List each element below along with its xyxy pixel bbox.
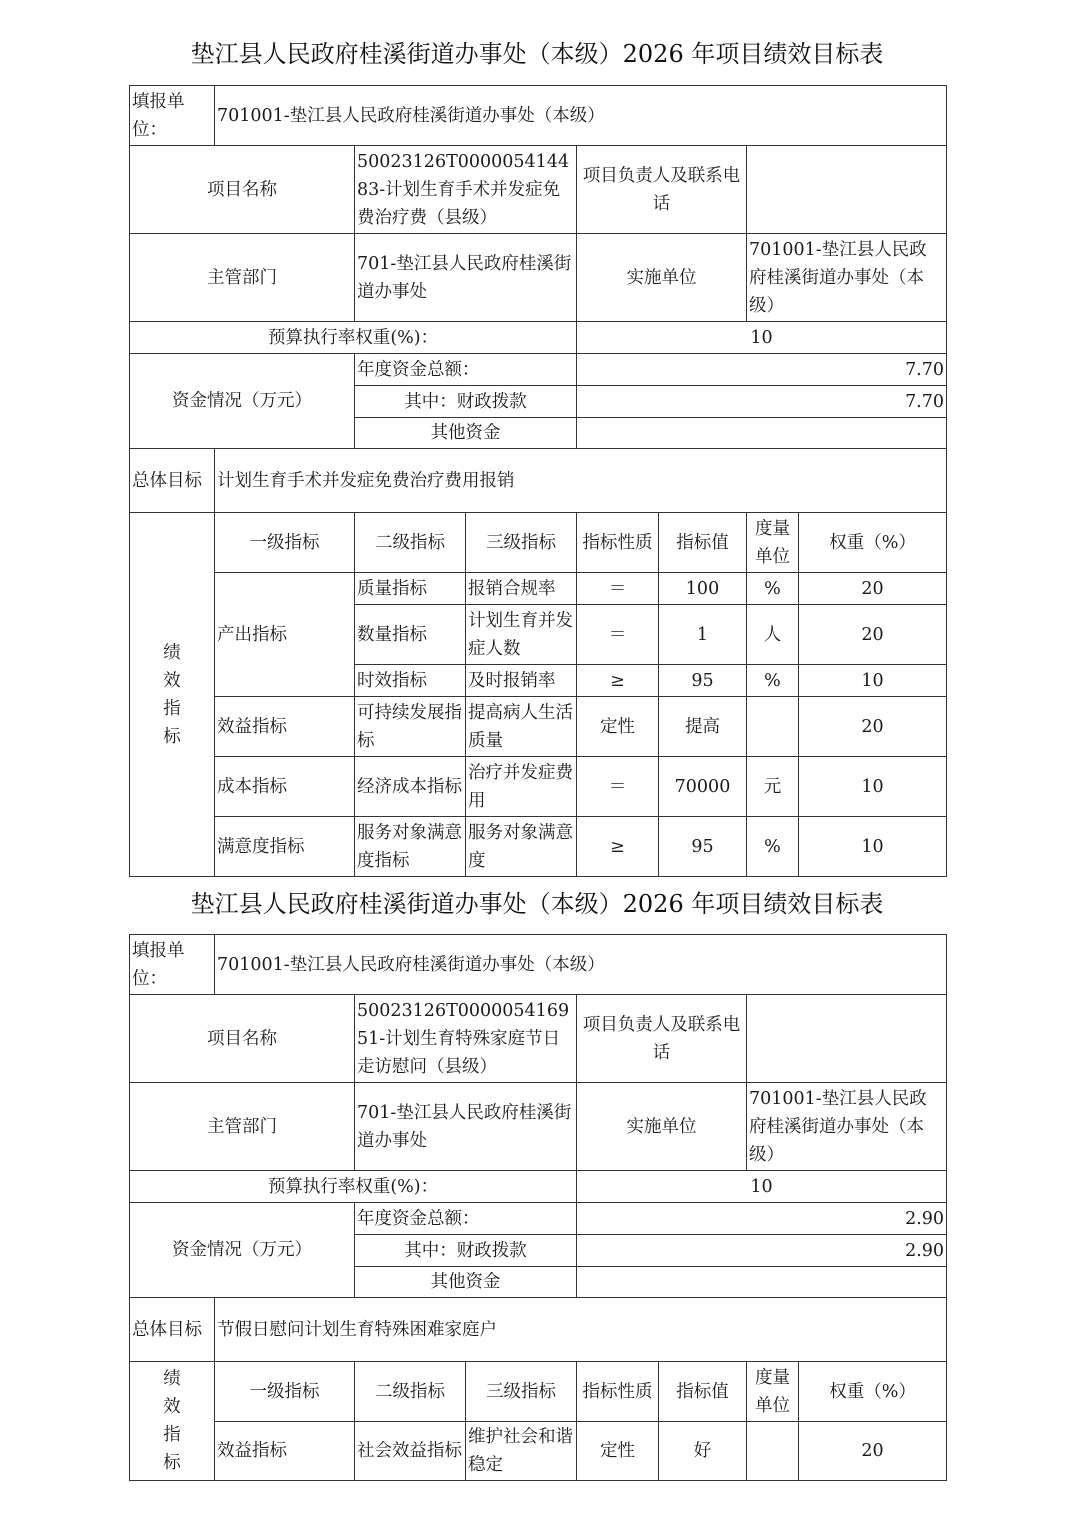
cell-nature: 定性 bbox=[577, 697, 659, 757]
cell-l2: 质量指标 bbox=[355, 573, 466, 605]
filler-label: 填报单位： bbox=[130, 86, 215, 146]
header-l2: 二级指标 bbox=[355, 513, 466, 573]
funds-fiscal-value: 7.70 bbox=[577, 386, 947, 418]
goal-value: 计划生育手术并发症免费治疗费用报销 bbox=[215, 449, 947, 513]
header-value: 指标值 bbox=[659, 1362, 747, 1422]
goal-label: 总体目标 bbox=[130, 449, 215, 513]
funds-fiscal-label: 其中：财政拨款 bbox=[355, 1235, 577, 1267]
cell-l3: 维护社会和谐稳定 bbox=[466, 1422, 577, 1481]
cell-nature: ≥ bbox=[577, 665, 659, 697]
cell-l3: 服务对象满意度 bbox=[466, 817, 577, 877]
cell-l2: 服务对象满意度指标 bbox=[355, 817, 466, 877]
impl-label: 实施单位 bbox=[577, 234, 747, 322]
header-weight: 权重（%） bbox=[799, 513, 947, 573]
cell-unit: 元 bbox=[747, 757, 799, 817]
cell-value: 70000 bbox=[659, 757, 747, 817]
header-l3: 三级指标 bbox=[466, 1362, 577, 1422]
perf-label: 绩效指标 bbox=[130, 513, 215, 877]
cell-weight: 10 bbox=[799, 665, 947, 697]
cell-l3: 治疗并发症费用 bbox=[466, 757, 577, 817]
header-l1: 一级指标 bbox=[215, 1362, 355, 1422]
cell-weight: 20 bbox=[799, 697, 947, 757]
cell-l1: 产出指标 bbox=[215, 573, 355, 697]
table-2-title: 垫江县人民政府桂溪街道办事处（本级）2026 年项目绩效目标表 bbox=[190, 890, 884, 918]
cell-value: 1 bbox=[659, 605, 747, 665]
table-row bbox=[130, 573, 947, 605]
project-name-label: 项目名称 bbox=[130, 995, 355, 1083]
cell-weight: 10 bbox=[799, 757, 947, 817]
cell-l3: 及时报销率 bbox=[466, 665, 577, 697]
cell-nature: ＝ bbox=[577, 573, 659, 605]
cell-unit bbox=[747, 697, 799, 757]
contact-label: 项目负责人及联系电话 bbox=[577, 995, 747, 1083]
budget-rate-label: 预算执行率权重(%)： bbox=[130, 322, 577, 354]
contact-label: 项目负责人及联系电话 bbox=[577, 146, 747, 234]
cell-l2: 经济成本指标 bbox=[355, 757, 466, 817]
project-name-value: 50023126T000005416951-计划生育特殊家庭节日走访慰问（县级） bbox=[355, 995, 577, 1083]
impl-label: 实施单位 bbox=[577, 1083, 747, 1171]
cell-l3: 计划生育并发症人数 bbox=[466, 605, 577, 665]
funds-other-value bbox=[577, 418, 947, 449]
filler-label: 填报单位： bbox=[130, 935, 215, 995]
cell-value: 95 bbox=[659, 665, 747, 697]
header-value: 指标值 bbox=[659, 513, 747, 573]
cell-unit: % bbox=[747, 665, 799, 697]
header-l3: 三级指标 bbox=[466, 513, 577, 573]
project-name-label: 项目名称 bbox=[130, 146, 355, 234]
dept-label: 主管部门 bbox=[130, 1083, 355, 1171]
cell-value: 95 bbox=[659, 817, 747, 877]
cell-l3: 提高病人生活质量 bbox=[466, 697, 577, 757]
table-row bbox=[130, 1422, 947, 1481]
cell-nature: ＝ bbox=[577, 757, 659, 817]
contact-value bbox=[747, 146, 947, 234]
budget-rate-value: 10 bbox=[577, 322, 947, 354]
header-weight: 权重（%） bbox=[799, 1362, 947, 1422]
impl-value: 701001-垫江县人民政府桂溪街道办事处（本级） bbox=[747, 234, 947, 322]
funds-total-label: 年度资金总额： bbox=[355, 1203, 577, 1235]
cell-nature: ≥ bbox=[577, 817, 659, 877]
funds-total-value: 7.70 bbox=[577, 354, 947, 386]
goal-label: 总体目标 bbox=[130, 1298, 215, 1362]
dept-value: 701-垫江县人民政府桂溪街道办事处 bbox=[355, 234, 577, 322]
dept-label: 主管部门 bbox=[130, 234, 355, 322]
cell-l1: 满意度指标 bbox=[215, 817, 355, 877]
cell-nature: 定性 bbox=[577, 1422, 659, 1481]
funds-other-label: 其他资金 bbox=[355, 418, 577, 449]
performance-table-1 bbox=[129, 85, 947, 877]
funds-fiscal-value: 2.90 bbox=[577, 1235, 947, 1267]
cell-unit: 人 bbox=[747, 605, 799, 665]
table-1-title: 垫江县人民政府桂溪街道办事处（本级）2026 年项目绩效目标表 bbox=[190, 40, 884, 68]
funds-other-value bbox=[577, 1267, 947, 1298]
cell-unit: % bbox=[747, 817, 799, 877]
funds-total-value: 2.90 bbox=[577, 1203, 947, 1235]
dept-value: 701-垫江县人民政府桂溪街道办事处 bbox=[355, 1083, 577, 1171]
contact-value bbox=[747, 995, 947, 1083]
project-name-value: 50023126T000005414483-计划生育手术并发症免费治疗费（县级） bbox=[355, 146, 577, 234]
cell-value: 好 bbox=[659, 1422, 747, 1481]
performance-table-2 bbox=[129, 934, 947, 1481]
cell-l3: 报销合规率 bbox=[466, 573, 577, 605]
header-unit: 度量单位 bbox=[747, 513, 799, 573]
cell-l1: 成本指标 bbox=[215, 757, 355, 817]
cell-value: 100 bbox=[659, 573, 747, 605]
budget-rate-value: 10 bbox=[577, 1171, 947, 1203]
perf-label: 绩效指标 bbox=[130, 1362, 215, 1481]
header-nature: 指标性质 bbox=[577, 513, 659, 573]
header-unit: 度量单位 bbox=[747, 1362, 799, 1422]
table-row bbox=[130, 817, 947, 877]
cell-weight: 20 bbox=[799, 573, 947, 605]
cell-unit bbox=[747, 1422, 799, 1481]
filler-value: 701001-垫江县人民政府桂溪街道办事处（本级） bbox=[215, 86, 947, 146]
header-l2: 二级指标 bbox=[355, 1362, 466, 1422]
cell-weight: 20 bbox=[799, 1422, 947, 1481]
cell-weight: 10 bbox=[799, 817, 947, 877]
funds-total-label: 年度资金总额： bbox=[355, 354, 577, 386]
cell-l2: 数量指标 bbox=[355, 605, 466, 665]
funds-other-label: 其他资金 bbox=[355, 1267, 577, 1298]
funds-label: 资金情况（万元） bbox=[130, 354, 355, 449]
cell-value: 提高 bbox=[659, 697, 747, 757]
cell-unit: % bbox=[747, 573, 799, 605]
cell-l2: 时效指标 bbox=[355, 665, 466, 697]
table-row bbox=[130, 757, 947, 817]
impl-value: 701001-垫江县人民政府桂溪街道办事处（本级） bbox=[747, 1083, 947, 1171]
cell-l2: 可持续发展指标 bbox=[355, 697, 466, 757]
cell-l1: 效益指标 bbox=[215, 697, 355, 757]
header-nature: 指标性质 bbox=[577, 1362, 659, 1422]
cell-l1: 效益指标 bbox=[215, 1422, 355, 1481]
cell-nature: ＝ bbox=[577, 605, 659, 665]
goal-value: 节假日慰问计划生育特殊困难家庭户 bbox=[215, 1298, 947, 1362]
table-row bbox=[130, 697, 947, 757]
filler-value: 701001-垫江县人民政府桂溪街道办事处（本级） bbox=[215, 935, 947, 995]
cell-l2: 社会效益指标 bbox=[355, 1422, 466, 1481]
funds-fiscal-label: 其中：财政拨款 bbox=[355, 386, 577, 418]
cell-weight: 20 bbox=[799, 605, 947, 665]
funds-label: 资金情况（万元） bbox=[130, 1203, 355, 1298]
header-l1: 一级指标 bbox=[215, 513, 355, 573]
budget-rate-label: 预算执行率权重(%)： bbox=[130, 1171, 577, 1203]
